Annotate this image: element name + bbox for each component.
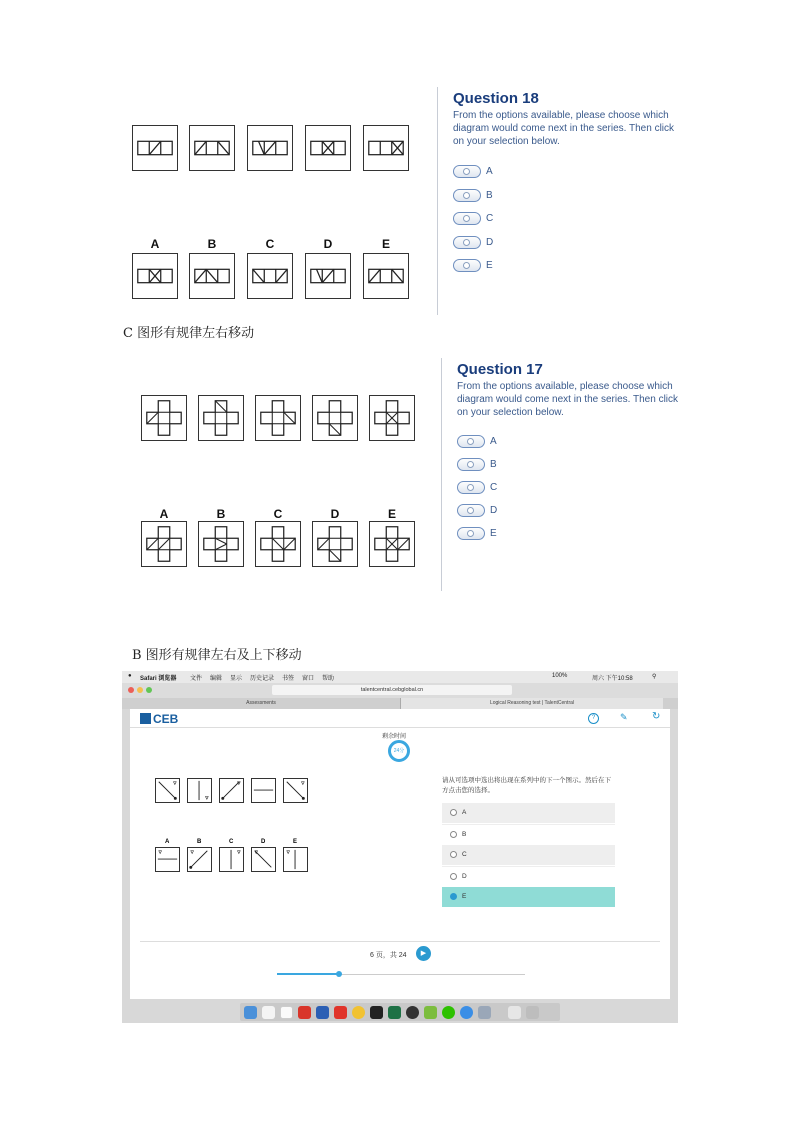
q17-series-figure	[369, 395, 415, 441]
menu-item[interactable]: 书签	[282, 676, 295, 682]
screen-option-figure-a	[155, 847, 180, 872]
app-green-icon[interactable]	[424, 1006, 437, 1019]
screen-series-figure	[219, 778, 244, 803]
q18-radio-label: B	[486, 190, 493, 201]
qq-icon[interactable]	[406, 1006, 419, 1019]
screen-choice-d[interactable]	[442, 866, 615, 886]
radio-selected-icon	[450, 893, 457, 900]
q18-radio-label: E	[486, 260, 493, 271]
pycharm-icon[interactable]	[370, 1006, 383, 1019]
q18-option-figure-c	[247, 253, 293, 299]
q18-series-figure	[363, 125, 409, 171]
option-label: D	[323, 237, 333, 251]
wechat-icon[interactable]	[442, 1006, 455, 1019]
screen-option-label: D	[261, 839, 266, 845]
calendar-icon[interactable]	[280, 1006, 293, 1019]
progress-track	[277, 974, 525, 975]
downloads-icon[interactable]	[508, 1006, 521, 1019]
screen-option-figure-d	[251, 847, 276, 872]
screen-series-figure	[283, 778, 308, 803]
accessibility-icon[interactable]: ✎	[620, 712, 628, 722]
q17-series-figure	[198, 395, 244, 441]
menubar-app: Safari 浏览器	[140, 676, 177, 682]
screen-series-figure	[251, 778, 276, 803]
menu-item[interactable]: 窗口	[302, 676, 315, 682]
choice-label: E	[462, 893, 467, 900]
address-bar[interactable]	[272, 685, 512, 695]
choice-label: C	[462, 851, 467, 858]
menu-item[interactable]: 编辑	[210, 676, 223, 682]
q17-series-figure	[312, 395, 358, 441]
option-label: A	[159, 507, 169, 521]
q18-option-figure-e	[363, 253, 409, 299]
battery-text: 100%	[552, 673, 568, 679]
search-icon[interactable]: ⚲	[652, 674, 657, 680]
radio-icon	[450, 873, 457, 880]
screen-choice-b[interactable]	[442, 824, 615, 844]
q17-series-figure	[141, 395, 187, 441]
page-counter: 6 页，共 24	[370, 952, 407, 959]
logo-text: CEB	[153, 712, 179, 726]
test-page	[130, 709, 670, 999]
choice-label: D	[462, 873, 467, 880]
tab-logical-reasoning[interactable]	[401, 698, 663, 709]
q17-radio-label: A	[490, 436, 497, 447]
q17-option-figure-b	[198, 521, 244, 567]
q17-radio-label: D	[490, 505, 498, 516]
progress-knob[interactable]	[336, 971, 342, 977]
mac-menubar	[122, 671, 678, 683]
q17-option-figure-d	[312, 521, 358, 567]
screen-instruction: 请从可选项中选出将出现在系列中的下一个图示。然后在下方点击您的选择。	[442, 777, 611, 794]
timer-ring	[388, 740, 410, 762]
choice-label: A	[462, 809, 467, 816]
q17-radio-label: B	[490, 459, 497, 470]
word-icon[interactable]	[316, 1006, 329, 1019]
tab-label: Logical Reasoning test | TalentCentral	[489, 700, 575, 706]
radio-icon	[450, 809, 457, 816]
answer-caption-q18: C 图形有规律左右移动	[123, 326, 255, 341]
q18-radio-a[interactable]	[453, 165, 481, 178]
embedded-screenshot	[122, 671, 678, 1023]
q17-radio-a[interactable]	[457, 435, 485, 448]
notes-icon[interactable]	[262, 1006, 275, 1019]
q18-radio-b[interactable]	[453, 189, 481, 202]
q17-option-figure-a	[141, 521, 187, 567]
screen-option-label: C	[229, 839, 234, 845]
radio-icon	[450, 851, 457, 858]
q18-radio-label: C	[486, 213, 494, 224]
q18-option-figure-a	[132, 253, 178, 299]
q18-series-figure	[132, 125, 178, 171]
timer-value: 24分	[393, 748, 405, 754]
option-label: C	[273, 507, 283, 521]
address-text: talentcentral.cebglobal.cn	[360, 687, 424, 693]
q18-option-figure-b	[189, 253, 235, 299]
q17-radio-d[interactable]	[457, 504, 485, 517]
screen-option-label: E	[293, 839, 298, 845]
screen-series-figure	[187, 778, 212, 803]
q17-radio-label: E	[490, 528, 497, 539]
q17-option-figure-e	[369, 521, 415, 567]
q18-instructions: From the options available, please choose which diagram would come next in the series. Then click on your selection below.	[453, 110, 675, 147]
apple-icon: ●	[128, 673, 132, 679]
answer-caption-q17: B 图形有规律左右及上下移动	[132, 648, 302, 663]
tab-assessments[interactable]	[122, 698, 401, 709]
help-icon[interactable]: ?	[588, 713, 599, 724]
q18-series-figure	[189, 125, 235, 171]
logo-icon	[140, 713, 151, 724]
screen-option-figure-e	[283, 847, 308, 872]
browser-tabs	[122, 698, 678, 709]
option-label: E	[381, 237, 390, 251]
q17-option-figure-c	[255, 521, 301, 567]
q18-series-figure	[305, 125, 351, 171]
mac-dock	[240, 1003, 560, 1021]
option-label: B	[216, 507, 226, 521]
finder-icon[interactable]	[244, 1006, 257, 1019]
screen-choice-e-selected[interactable]	[442, 887, 615, 907]
preview-icon[interactable]	[478, 1006, 491, 1019]
header-rule	[130, 727, 670, 728]
q18-series-figure	[247, 125, 293, 171]
q17-series-figure	[255, 395, 301, 441]
q18-radio-label: D	[486, 237, 494, 248]
progress-fill	[277, 973, 339, 975]
menu-item[interactable]: 帮助	[322, 676, 335, 682]
q18-radio-d[interactable]	[453, 236, 481, 249]
safari-icon[interactable]	[460, 1006, 473, 1019]
refresh-icon[interactable]: ↻	[652, 711, 661, 722]
option-label: C	[265, 237, 275, 251]
excel-icon[interactable]	[388, 1006, 401, 1019]
q17-radio-c[interactable]	[457, 481, 485, 494]
divider	[441, 358, 442, 591]
clock-text: 周六 下午10:58	[592, 676, 633, 682]
screen-choice-c[interactable]	[442, 845, 615, 865]
footer-rule	[140, 941, 660, 942]
screen-option-label: B	[197, 839, 202, 845]
timer-label: 剩余时间	[382, 734, 407, 740]
q18-radio-c[interactable]	[453, 212, 481, 225]
trash-icon[interactable]	[526, 1006, 539, 1019]
chrome-icon[interactable]	[352, 1006, 365, 1019]
minimize-window-icon[interactable]	[137, 687, 143, 693]
q18-radio-e[interactable]	[453, 259, 481, 272]
divider	[437, 87, 438, 315]
q18-title: Question 18	[453, 90, 539, 107]
screen-option-figure-b	[187, 847, 212, 872]
menu-item[interactable]: 历史记录	[250, 676, 275, 682]
option-label: B	[207, 237, 217, 251]
screen-option-figure-c	[219, 847, 244, 872]
app-red-icon[interactable]	[298, 1006, 311, 1019]
next-button[interactable]: ▶	[416, 946, 431, 961]
browser-toolbar	[122, 683, 678, 698]
q17-radio-label: C	[490, 482, 498, 493]
option-label: A	[150, 237, 160, 251]
menu-item[interactable]: 文件	[190, 676, 203, 682]
screen-option-label: A	[165, 839, 170, 845]
radio-icon	[450, 831, 457, 838]
close-window-icon[interactable]	[128, 687, 134, 693]
q17-instructions: From the options available, please choose which diagram would come next in the series. Then click on your selection below.	[457, 381, 679, 418]
screen-choice-a[interactable]	[442, 803, 615, 823]
q17-radio-b[interactable]	[457, 458, 485, 471]
tab-label: Assessments	[246, 700, 276, 706]
menu-item[interactable]: 显示	[230, 676, 243, 682]
option-label: E	[387, 507, 396, 521]
q18-radio-label: A	[486, 166, 493, 177]
q17-radio-e[interactable]	[457, 527, 485, 540]
app-red2-icon[interactable]	[334, 1006, 347, 1019]
option-label: D	[330, 507, 340, 521]
choice-label: B	[462, 831, 467, 838]
screen-series-figure	[155, 778, 180, 803]
q18-option-figure-d	[305, 253, 351, 299]
maximize-window-icon[interactable]	[146, 687, 152, 693]
q17-title: Question 17	[457, 361, 543, 378]
